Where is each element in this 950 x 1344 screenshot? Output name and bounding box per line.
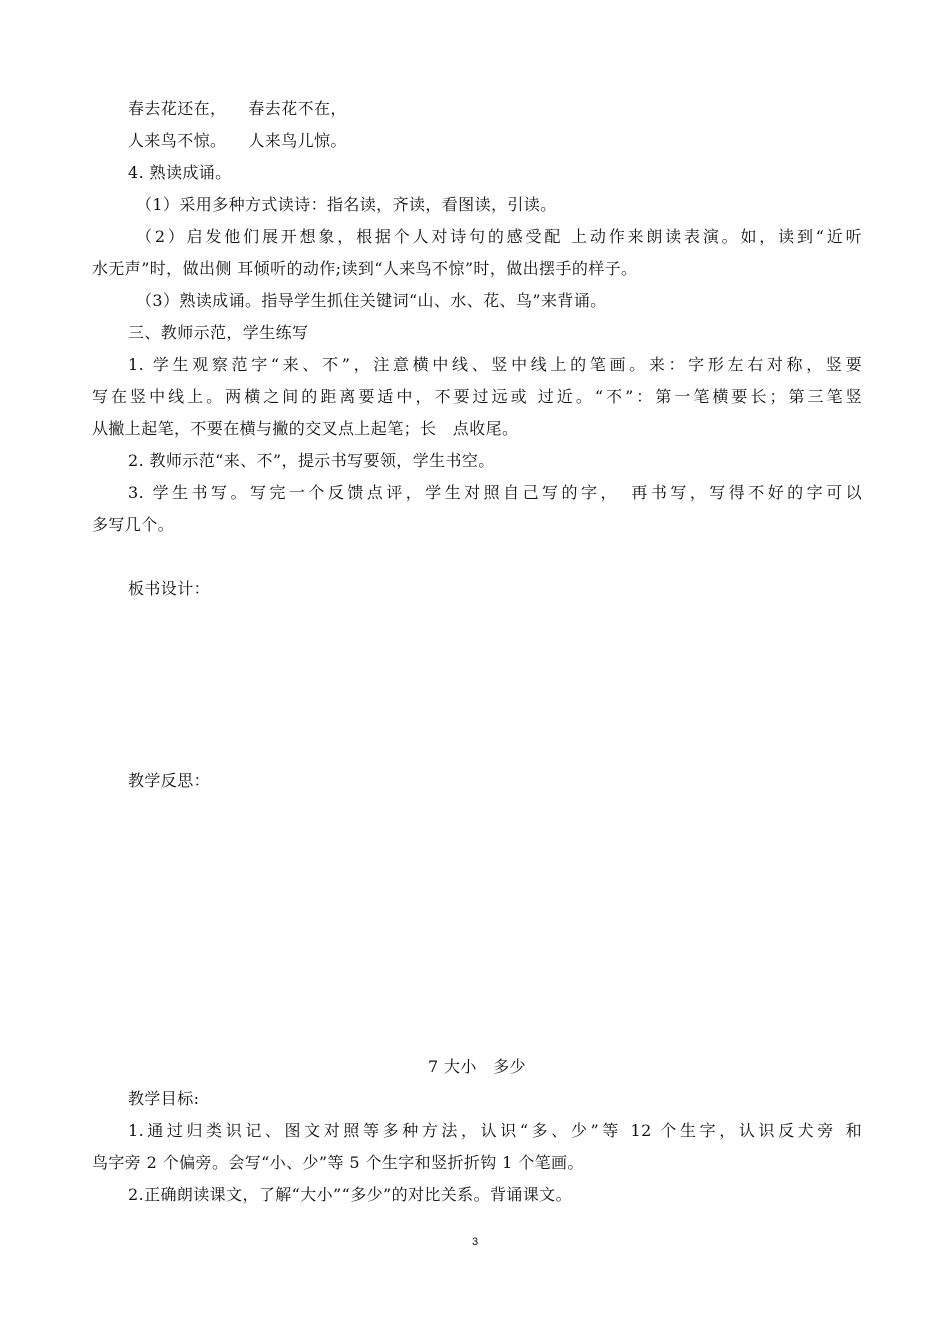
section-3-item-2: 2. 教师示范“来、不”，提示书写要领，学生书空。 xyxy=(128,451,495,470)
board-design-label: 板书设计： xyxy=(128,579,211,598)
section-3-title: 三、教师示范，学生练写 xyxy=(128,323,309,342)
section-3-item-3-line-1: 3. 学生书写。写完一个反馈点评，学生对照自己写的字， 再书写，写得不好的字可以 xyxy=(128,483,862,502)
goal-1-line-1: 1.通过归类识记、图文对照等多种方法，认识“多、少”等 12 个生字，认识反犬旁 和 xyxy=(128,1121,862,1140)
section-4-title: 4. 熟读成诵。 xyxy=(128,163,232,182)
poem-line-2-a: 人来鸟不惊。 xyxy=(128,131,227,150)
section-3-item-1-line-1: 1. 学生观察范字“来、不”，注意横中线、竖中线上的笔画。来：字形左右对称，竖要 xyxy=(128,355,862,374)
poem-line-2-b: 人来鸟儿惊。 xyxy=(248,131,347,150)
poem-line-1-b: 春去花不在， xyxy=(248,99,347,118)
section-4-item-2-line-1: （2）启发他们展开想象，根据个人对诗句的感受配 上动作来朗读表演。如，读到“近听 xyxy=(136,227,862,246)
poem-line-1-a: 春去花还在， xyxy=(128,99,227,118)
goal-1-line-2: 鸟字旁 2 个偏旁。会写“小、少”等 5 个生字和竖折折钩 1 个笔画。 xyxy=(92,1153,584,1172)
section-3-item-1-line-2: 写在竖中线上。两横之间的距离要适中，不要过远或 过近。“不”：第一笔横要长；第三笔竖 xyxy=(92,387,862,406)
page-number: 3 xyxy=(471,1236,479,1248)
section-4-item-3: （3）熟读成诵。指导学生抓住关键词“山、水、花、鸟”来背诵。 xyxy=(136,291,607,310)
poem-line-1 xyxy=(128,98,862,120)
section-4-item-1: （1）采用多种方式读诗：指名读，齐读，看图读，引读。 xyxy=(136,195,557,214)
poem-line-2 xyxy=(128,130,862,152)
teaching-reflection-label: 教学反思： xyxy=(128,771,211,790)
goal-2: 2.正确朗读课文，了解“大小”“多少”的对比关系。背诵课文。 xyxy=(128,1185,572,1204)
teaching-goals-label: 教学目标: xyxy=(128,1089,200,1108)
section-4-item-2-line-2: 水无声”时，做出侧 耳倾听的动作;读到“人来鸟不惊”时，做出摆手的样子。 xyxy=(92,259,638,278)
section-3-item-1-line-3: 从撇上起笔，不要在横与撇的交叉点上起笔；长 点收尾。 xyxy=(92,419,519,438)
lesson-7-title: 7 大小 多少 xyxy=(427,1057,527,1076)
section-3-item-3-line-2: 多写几个。 xyxy=(92,515,175,534)
